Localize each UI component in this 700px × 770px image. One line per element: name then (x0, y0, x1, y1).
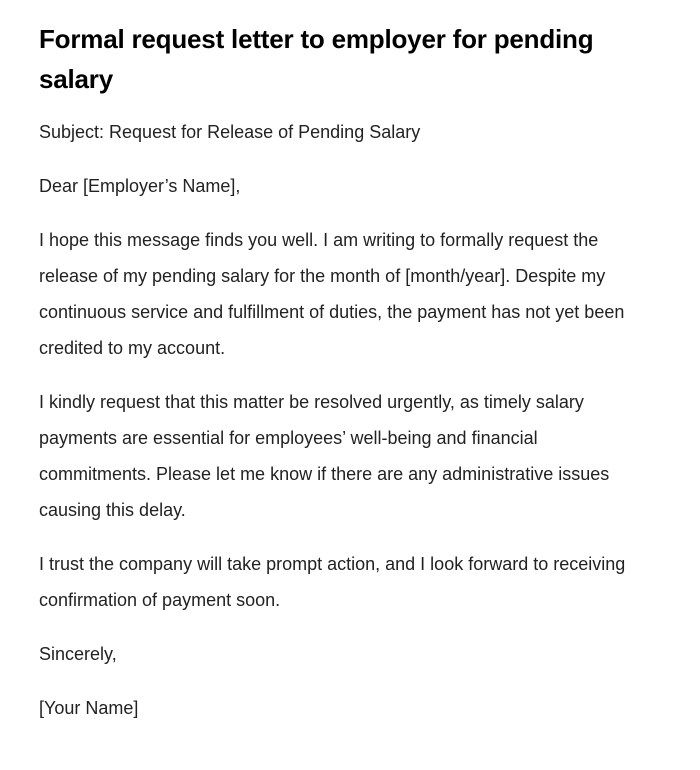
page-title: Formal request letter to employer for pending salary (39, 24, 594, 94)
subject-line: Subject: Request for Release of Pending Salary (39, 122, 421, 142)
closing-line: Sincerely, (39, 644, 117, 664)
signature-line: [Your Name] (39, 698, 139, 718)
letter-document (39, 0, 639, 726)
salutation-line: Dear [Employer’s Name], (39, 176, 241, 196)
body-paragraph-3: I trust the company will take prompt action, and I look forward to receiving confirmation of payment soon. (39, 554, 626, 610)
body-paragraph-1: I hope this message finds you well. I am writing to formally request the release of my pending salary for the month of [month/year]. Despite my continuous service and fulfillment of duties, the payment has not yet been credited to my account. (39, 230, 625, 358)
body-paragraph-2: I kindly request that this matter be resolved urgently, as timely salary payments are essential for employees’ well-being and financial commitments. Please let me know if there are any administrative issues causing this delay. (39, 392, 610, 520)
